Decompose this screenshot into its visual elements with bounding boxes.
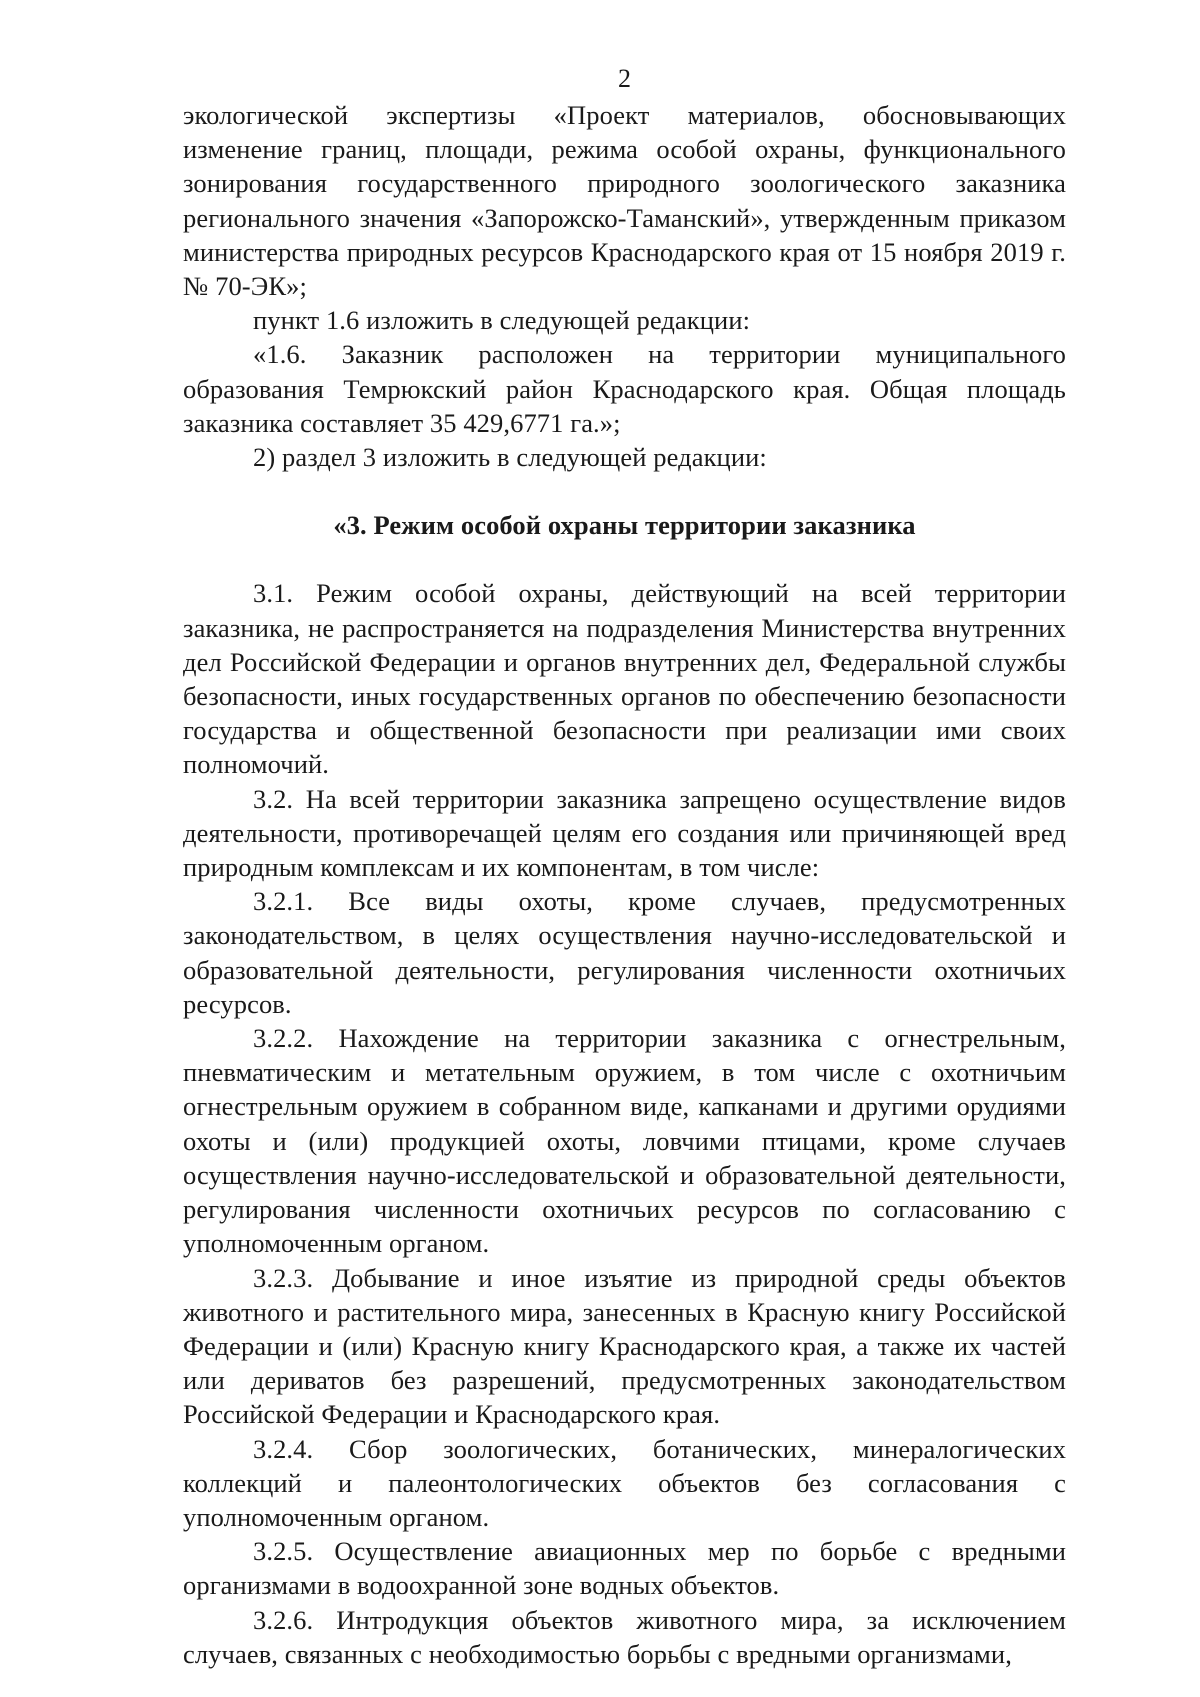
paragraph-3-2-3: 3.2.3. Добывание и иное изъятие из природной среды объектов животного и растительного мира, занесенных в Красную книгу Российской Федерации и (или) Красную книгу Краснодарского края, а также их частей или дериватов без разрешений, предусмотренных законодательством Российской Федерации и Краснодарского края. (183, 1262, 1066, 1430)
section-heading: «3. Режим особой охраны территории заказника (333, 510, 916, 541)
paragraph-3-2-1: 3.2.1. Все виды охоты, кроме случаев, предусмотренных законодательством, в целях осуществления научно-исследовательской и образовательной деятельности, регулирования численности охотничьих ресурсов. (183, 886, 1066, 1019)
paragraph-3-2-4: 3.2.4. Сбор зоологических, ботанических, минералогических коллекций и палеонтологических объектов без согласования с уполномоченным органом. (183, 1433, 1066, 1532)
paragraph-section-3-intro: 2) раздел 3 изложить в следующей редакции: (253, 442, 767, 473)
paragraph-continuation: экологической экспертизы «Проект материалов, обосновывающих изменение границ, площади, режима особой охраны, функционального зонирования государственного природного зоологического заказника регионального значения «Запорожско-Таманский», утвержденным приказом министерства природных ресурсов Краснодарского края от 15 ноября 2019 г. № 70-ЭК»; (183, 100, 1066, 302)
paragraph-3-2: 3.2. На всей территории заказника запрещено осуществление видов деятельности, противоречащей целям его создания или причиняющей вред природным комплексам и их компонентам, в том числе: (183, 783, 1066, 883)
paragraph-point-1-6: «1.6. Заказник расположен на территории муниципального образования Темрюкский район Краснодарского края. Общая площадь заказника составляет 35 429,6771 га.»; (183, 339, 1066, 438)
paragraph-point-1-6-intro: пункт 1.6 изложить в следующей редакции: (253, 305, 751, 336)
document-body (183, 98, 1066, 1671)
page-number: 2 (618, 64, 631, 93)
paragraph-3-1: 3.1. Режим особой охраны, действующий на всей территории заказника, не распространяется на подразделения Министерства внутренних дел Российской Федерации и органов внутренних дел, Федеральной службы безопасности, иных государственных органов по обеспечению безопасности государства и общественной безопасности при реализации ими своих полномочий. (183, 578, 1066, 780)
paragraph-3-2-6: 3.2.6. Интродукция объектов животного мира, за исключением случаев, связанных с необходимостью борьбы с вредными организмами, (183, 1604, 1066, 1669)
paragraph-3-2-5: 3.2.5. Осуществление авиационных мер по борьбе с вредными организмами в водоохранной зоне водных объектов. (183, 1536, 1066, 1601)
paragraph-3-2-2: 3.2.2. Нахождение на территории заказника с огнестрельным, пневматическим и метательным оружием, в том числе с охотничьим огнестрельным оружием в собранном виде, капканами и другими орудиями охоты и (или) продукцией охоты, ловчими птицами, кроме случаев осуществления научно-исследовательской и образовательной деятельности, регулирования численности охотничьих ресурсов по согласованию с уполномоченным органом. (183, 1023, 1066, 1259)
